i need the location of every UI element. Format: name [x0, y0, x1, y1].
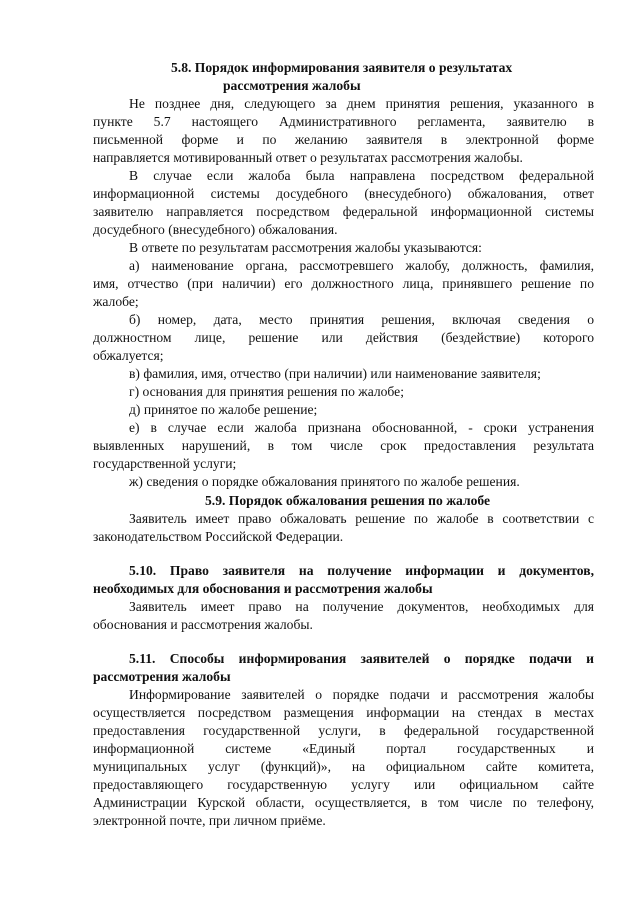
paragraph-line: Заявитель имеет право на получение документов, необходимых для	[129, 599, 594, 614]
section-heading: рассмотрения жалобы	[93, 669, 231, 684]
section-heading: 5.11. Способы информирования заявителей о порядке подачи и	[129, 651, 594, 666]
paragraph-line: пункте 5.7 настоящего Административного регламента, заявителю в	[93, 114, 594, 129]
paragraph-line: заявителю направляется посредством федеральной информационной системы	[93, 204, 594, 219]
section-5-11	[93, 650, 594, 830]
paragraph-line: направляется мотивированный ответ о результатах рассмотрения жалобы.	[93, 150, 523, 165]
list-item-continuation: государственной услуги;	[93, 456, 237, 471]
list-item: ж) сведения о порядке обжалования принятого по жалобе решения.	[129, 474, 520, 489]
list-item: б) номер, дата, место принятия решения, включая сведения о	[129, 312, 594, 327]
list-item: е) в случае если жалоба признана обоснованной, - сроки устранения	[129, 420, 594, 435]
paragraph-line: предоставляющего государственную услугу или официальном сайте	[93, 777, 594, 792]
paragraph-line: законодательством Российской Федерации.	[93, 529, 344, 544]
list-item-continuation: обжалуется;	[93, 348, 164, 363]
paragraph-line: досудебного (внесудебного) обжалования.	[93, 222, 338, 237]
paragraph-line: информационной системы досудебного (внесудебного) обжалования, ответ	[93, 186, 594, 201]
paragraph-line: В случае если жалоба была направлена посредством федеральной	[129, 168, 594, 183]
section-heading: рассмотрения жалобы	[223, 78, 361, 93]
section-5-8	[93, 59, 594, 491]
section-heading: необходимых для обоснования и рассмотрения жалобы	[93, 581, 433, 596]
paragraph-line: письменной форме и по желанию заявителя в электронной форме	[93, 132, 594, 147]
paragraph-line: В ответе по результатам рассмотрения жалобы указываются:	[129, 240, 482, 255]
paragraph-line: муниципальных услуг (функций)», на официальном сайте комитета,	[93, 759, 594, 774]
section-heading: 5.9. Порядок обжалования решения по жалобе	[205, 493, 491, 508]
list-item: г) основания для принятия решения по жалобе;	[129, 384, 404, 399]
list-item: а) наименование органа, рассмотревшего жалобу, должность, фамилия,	[129, 258, 594, 273]
list-item: д) принятое по жалобе решение;	[129, 402, 318, 417]
paragraph-line: предоставления государственной услуги, в федеральной государственной	[93, 723, 594, 738]
paragraph-line: электронной почте, при личном приёме.	[93, 813, 326, 828]
list-item-continuation: должностном лице, решение или действия (бездействие) которого	[93, 330, 594, 345]
paragraph-line: Информирование заявителей о порядке подачи и рассмотрения жалобы	[129, 687, 594, 702]
section-5-9	[93, 492, 594, 546]
section-heading: 5.8. Порядок информирования заявителя о результатах	[171, 60, 513, 75]
paragraph-line: Не позднее дня, следующего за днем принятия решения, указанного в	[129, 96, 594, 111]
paragraph-line: обоснования и рассмотрения жалобы.	[93, 617, 313, 632]
list-item-continuation: имя, отчество (при наличии) его должностного лица, принявшего решение по	[93, 276, 594, 291]
paragraph-line: Администрации Курской области, осуществляется, в том числе по телефону,	[93, 795, 594, 810]
paragraph-line: информационной системе «Единый портал государственных и	[93, 741, 594, 756]
list-item-continuation: выявленных нарушений, в том числе срок предоставления результата	[93, 438, 594, 453]
list-item: в) фамилия, имя, отчество (при наличии) или наименование заявителя;	[129, 366, 541, 381]
paragraph-line: осуществляется посредством размещения информации на стендах в местах	[93, 705, 594, 720]
paragraph-line: Заявитель имеет право обжаловать решение по жалобе в соответствии с	[129, 511, 594, 526]
list-item-continuation: жалобе;	[93, 294, 139, 309]
section-heading: 5.10. Право заявителя на получение информации и документов,	[129, 563, 594, 578]
section-5-10	[93, 562, 594, 634]
